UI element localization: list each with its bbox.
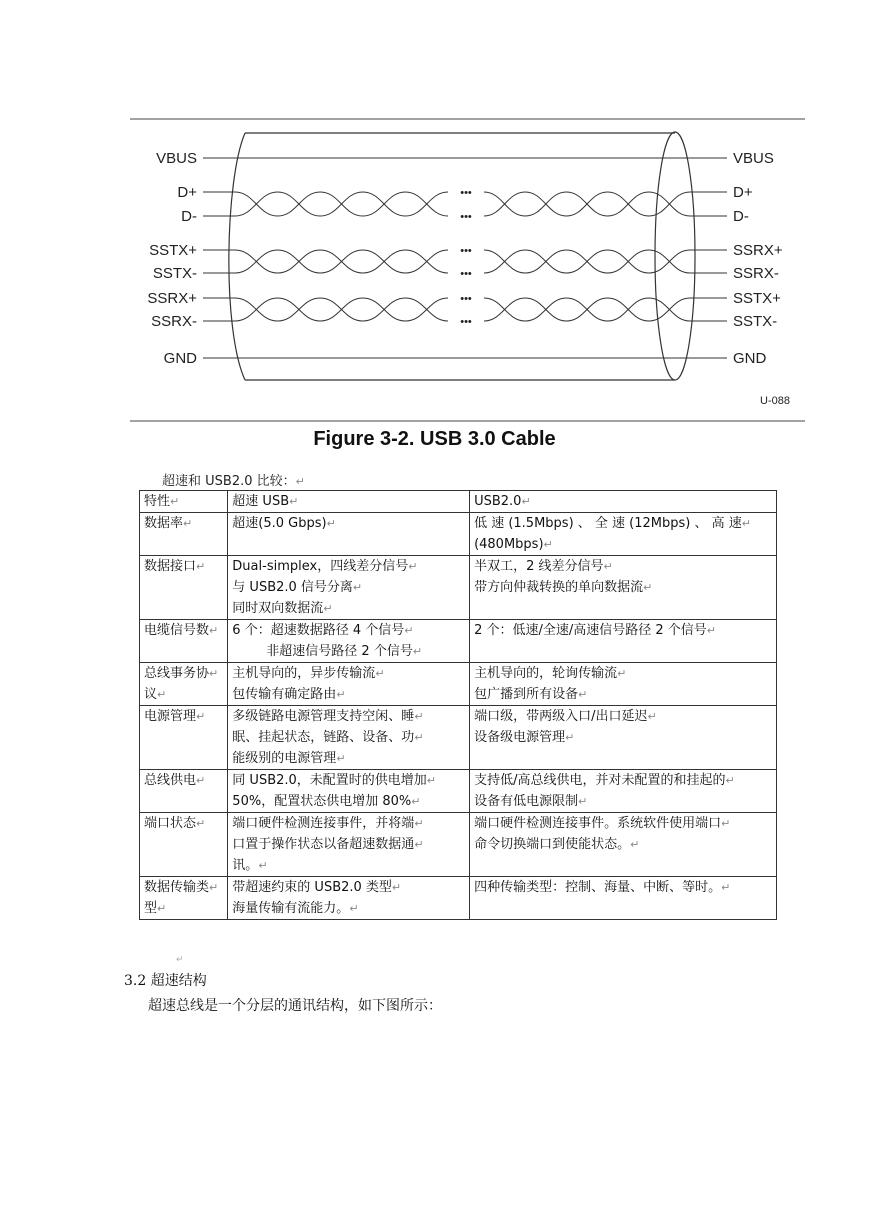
table-row [140,556,777,620]
cell-line: 总线供电↵ [144,773,206,788]
cell-line: 电源管理↵ [144,709,206,724]
cell-line: 同 USB2.0，未配置时的供电增加↵ [232,773,437,788]
cell-line: 数据传输类↵ [144,880,219,895]
cell-line: 能级别的电源管理↵ [232,751,346,766]
right-label-sstx-minus: SSTX- [733,313,778,330]
cell-line: 眠、挂起状态，链路、设备、功↵ [232,730,424,745]
row-feature-cell [140,706,228,770]
right-label-sstx-plus: SSTX+ [733,290,781,307]
row-usb2-cell [470,620,777,663]
cell-line: Dual-simplex，四线差分信号↵ [232,559,418,574]
row-feature-cell [140,813,228,877]
right-label-gnd: GND [733,350,767,367]
cell-line: 海量传输有流能力。↵ [232,901,359,916]
row-usb2-cell [470,813,777,877]
cell-line: 6 个：超速数据路径 4 个信号↵ [232,623,414,638]
cell-line: (480Mbps)↵ [474,537,553,552]
right-label-d-minus: D- [733,208,749,225]
cell-line: 带超速约束的 USB2.0 类型↵ [232,880,402,895]
header-superspeed: 超速 USB↵ [228,491,470,513]
cell-line: 命令切换端口到使能状态。↵ [474,837,640,852]
row-feature-cell [140,513,228,556]
ellipsis-d-plus: ••• [460,187,472,199]
ellipsis-ssrx-plus: ••• [460,293,472,305]
comparison-table-body [140,491,777,920]
table-row [140,663,777,706]
cell-line: 电缆信号数↵ [144,623,219,638]
cell-line: 半双工，2 线差分信号↵ [474,559,613,574]
row-usb2-cell [470,706,777,770]
table-row [140,513,777,556]
row-usb2-cell [470,663,777,706]
left-label-ssrx-minus: SSRX- [151,313,197,330]
row-feature-cell [140,770,228,813]
row-feature-cell [140,877,228,920]
header-feature: 特性↵ [140,491,228,513]
left-label-d-plus: D+ [177,184,197,201]
sstx-pair-right-strand-b [484,250,690,273]
table-row [140,706,777,770]
cell-line: 数据率↵ [144,516,193,531]
usb3-cable-diagram [0,0,869,440]
row-feature-cell [140,663,228,706]
cell-line: 非超速信号路径 2 个信号↵ [266,644,423,659]
cell-line: 讯。↵ [232,858,268,873]
cell-line: 2 个：低速/全速/高速信号路径 2 个信号↵ [474,623,716,638]
cell-line: 带方向仲裁转换的单向数据流↵ [474,580,653,595]
table-header-row [140,491,777,513]
row-superspeed-cell [228,877,470,920]
cell-line: 多级链路电源管理支持空闲、睡↵ [232,709,424,724]
row-usb2-cell [470,513,777,556]
cell-line: 设备级电源管理↵ [474,730,575,745]
header-usb2: USB2.0↵ [470,491,777,513]
row-usb2-cell [470,556,777,620]
cell-line: 低 速 (1.5Mbps) 、 全 速 (12Mbps) 、 高 速↵ [474,516,751,531]
body-paragraph: 超速总线是一个分层的通讯结构，如下图所示： [148,998,442,1014]
d-pair-right-strand-b [484,192,690,216]
cell-line: 端口状态↵ [144,816,206,831]
right-label-ssrx-plus: SSRX+ [733,242,783,259]
cell-line: 主机导向的，轮询传输流↵ [474,666,627,681]
section-heading: 3.2 超速结构 [124,973,207,989]
ellipsis-sstx-minus: ••• [460,268,472,280]
cell-line: 端口硬件检测连接事件。系统软件使用端口↵ [474,816,731,831]
left-label-sstx-plus: SSTX+ [149,242,197,259]
cell-line: 与 USB2.0 信号分离↵ [232,580,363,595]
figure-code: U-088 [760,395,790,407]
ellipsis-d-minus: ••• [460,211,472,223]
cell-line: 数据接口↵ [144,559,206,574]
cable-left-end [229,133,245,380]
paragraph-mark: ↵ [176,955,184,965]
cell-line: 型↵ [144,901,167,916]
row-feature-cell [140,620,228,663]
sstx-pair-left-strand-b [235,250,448,273]
left-label-d-minus: D- [181,208,197,225]
comparison-intro: 超速和 USB2.0 比较：↵ [162,474,305,489]
ellipsis-sstx-plus: ••• [460,245,472,257]
right-label-ssrx-minus: SSRX- [733,265,779,282]
ssrx-pair-left-strand-b [235,298,448,321]
right-label-vbus: VBUS [733,150,774,167]
table-row [140,770,777,813]
cell-line: 端口硬件检测连接事件，并将端↵ [232,816,424,831]
table-row [140,620,777,663]
table-row [140,813,777,877]
cell-line: 总线事务协↵ [144,666,219,681]
cell-line: 主机导向的，异步传输流↵ [232,666,385,681]
d-pair-left-strand-b [235,192,448,216]
row-feature-cell [140,556,228,620]
cell-line: 端口级，带两级入口/出口延迟↵ [474,709,657,724]
cell-line: 支持低/高总线供电，并对未配置的和挂起的↵ [474,773,735,788]
left-label-vbus: VBUS [156,150,197,167]
row-superspeed-cell [228,663,470,706]
row-superspeed-cell [228,620,470,663]
left-label-sstx-minus: SSTX- [152,265,197,282]
ssrx-pair-right-strand-b [484,298,690,321]
row-usb2-cell [470,770,777,813]
row-superspeed-cell [228,813,470,877]
left-label-gnd: GND [163,350,197,367]
cell-line: 议↵ [144,687,167,702]
left-label-ssrx-plus: SSRX+ [147,290,197,307]
cell-line: 设备有低电源限制↵ [474,794,588,809]
table-row [140,877,777,920]
comparison-table [139,490,777,920]
right-label-d-plus: D+ [733,184,753,201]
row-superspeed-cell [228,556,470,620]
ellipsis-ssrx-minus: ••• [460,316,472,328]
row-usb2-cell [470,877,777,920]
cell-line: 包传输有确定路由↵ [232,687,346,702]
cell-line: 50%，配置状态供电增加 80%↵ [232,794,421,809]
cell-line: 同时双向数据流↵ [232,601,333,616]
cell-line: 四种传输类型：控制、海量、中断、等时。↵ [474,880,731,895]
cell-line: 超速(5.0 Gbps)↵ [232,516,336,531]
row-superspeed-cell [228,770,470,813]
figure-caption: Figure 3-2. USB 3.0 Cable [313,428,556,450]
row-superspeed-cell [228,513,470,556]
cell-line: 包广播到所有设备↵ [474,687,588,702]
cell-line: 口置于操作状态以备超速数据通↵ [232,837,424,852]
row-superspeed-cell [228,706,470,770]
